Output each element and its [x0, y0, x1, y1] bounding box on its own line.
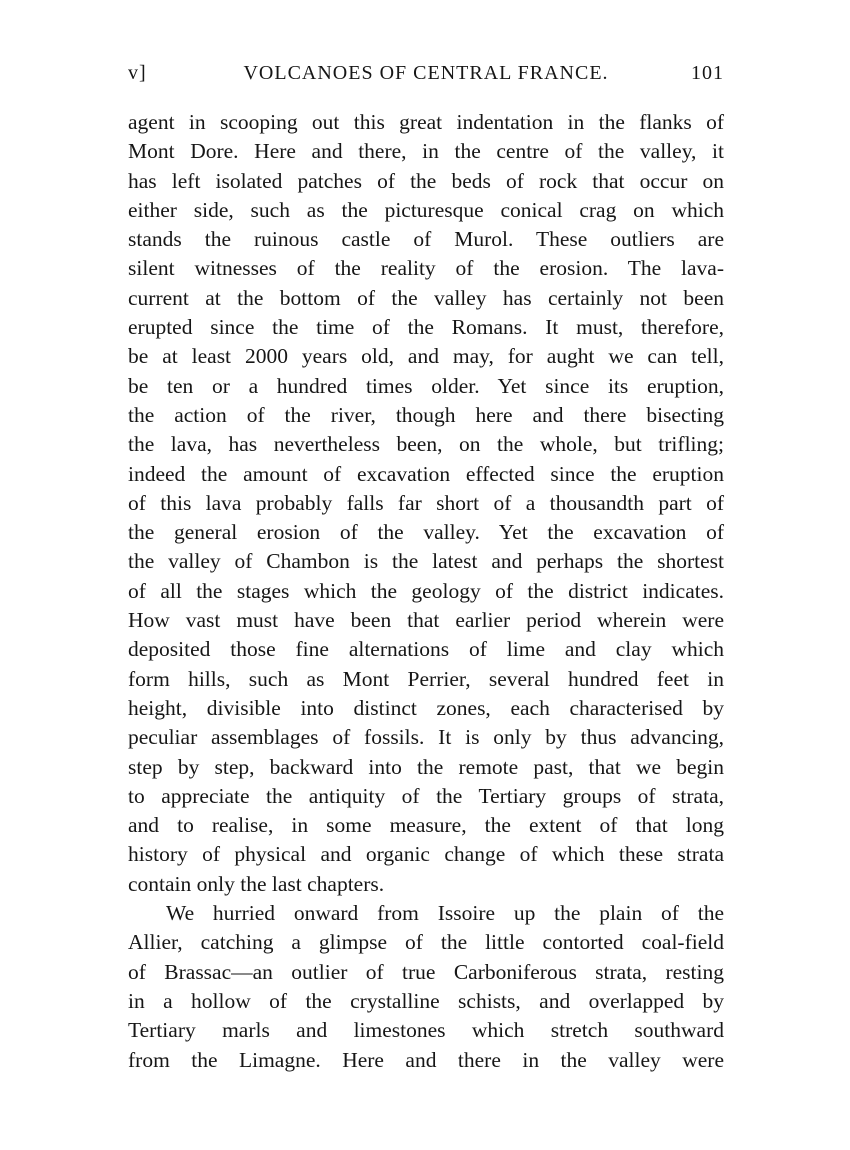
text-line: to appreciate the antiquity of the Tertiary groups of strata,	[128, 783, 724, 808]
text-line: the general erosion of the valley. Yet the excavation of	[128, 520, 724, 545]
text-line: step by step, backward into the remote past, that we begin	[128, 754, 724, 779]
text-line: erupted since the time of the Romans. It must, therefore,	[128, 315, 724, 340]
text-line: We hurried onward from Issoire up the plain of the	[166, 901, 724, 926]
text-line: history of physical and organic change of which these strata	[128, 842, 724, 867]
text-line: agent in scooping out this great indentation in the flanks of	[128, 110, 724, 134]
text-line: current at the bottom of the valley has certainly not been	[128, 285, 724, 310]
text-line: contain only the last chapters.	[128, 871, 385, 896]
text-line: from the Limagne. Here and there in the valley were	[128, 1047, 724, 1072]
text-line: form hills, such as Mont Perrier, several hundred feet in	[128, 666, 724, 691]
page-number: 101	[691, 62, 724, 84]
text-line: height, divisible into distinct zones, each characterised by	[128, 695, 724, 720]
paragraph	[128, 899, 724, 1075]
text-line: in a hollow of the crystalline schists, and overlapped by	[128, 988, 724, 1013]
text-line: of all the stages which the geology of the district indicates.	[128, 578, 724, 603]
text-line: and to realise, in some measure, the extent of that long	[128, 813, 724, 838]
text-line: of this lava probably falls far short of a thousandth part of	[128, 490, 724, 515]
text-line: stands the ruinous castle of Murol. These outliers are	[128, 227, 724, 252]
chapter-number: v]	[128, 62, 147, 84]
text-line: How vast must have been that earlier period wherein were	[128, 608, 724, 633]
text-line: either side, such as the picturesque conical crag on which	[128, 197, 724, 222]
text-line: Tertiary marls and limestones which stretch southward	[128, 1018, 724, 1043]
text-line: Allier, catching a glimpse of the little contorted coal-field	[128, 930, 724, 955]
text-line: has left isolated patches of the beds of rock that occur on	[128, 168, 724, 193]
text-line: of Brassac—an outlier of true Carboniferous strata, resting	[128, 959, 724, 984]
running-head	[128, 62, 724, 92]
paragraph	[128, 108, 724, 899]
body-text	[128, 108, 724, 1075]
text-line: indeed the amount of excavation effected since the eruption	[128, 461, 724, 486]
text-line: deposited those fine alternations of lime and clay which	[128, 637, 724, 662]
running-title: VOLCANOES OF CENTRAL FRANCE.	[243, 62, 609, 84]
text-line: peculiar assemblages of fossils. It is only by thus advancing,	[128, 725, 724, 750]
text-line: be ten or a hundred times older. Yet since its eruption,	[128, 373, 724, 398]
text-line: silent witnesses of the reality of the erosion. The lava-	[128, 256, 724, 281]
text-line: the valley of Chambon is the latest and perhaps the shortest	[128, 549, 724, 574]
text-line: Mont Dore. Here and there, in the centre of the valley, it	[128, 139, 724, 164]
text-line: the action of the river, though here and there bisecting	[128, 402, 724, 427]
text-line: the lava, has nevertheless been, on the whole, but trifling;	[128, 432, 724, 457]
text-line: be at least 2000 years old, and may, for aught we can tell,	[128, 344, 724, 369]
